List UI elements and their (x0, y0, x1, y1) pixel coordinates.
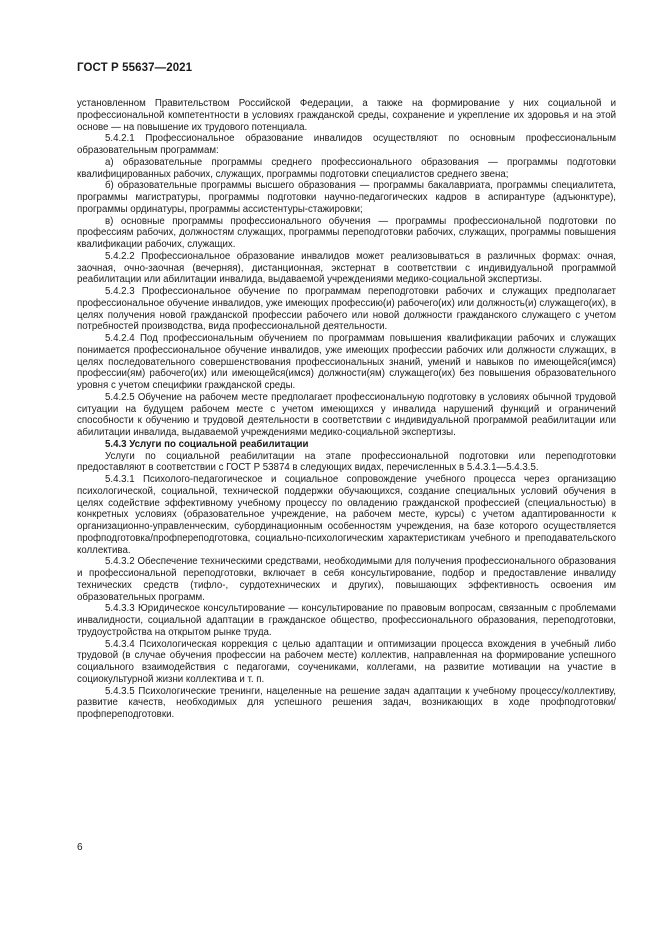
paragraph: Услуги по социальной реабилитации на этапе профессиональной подготовки или переподготовки предоставляют в соответствии с ГОСТ Р 53874 в следующих видах, перечисленных в 5.4.3.1—5.4.3.5. (77, 450, 616, 474)
list-item: в) основные программы профессионального обучения — программы профессиональной подготовки по профессиям рабочих, должностям служащих, программы переподготовки рабочих, служащих, программы повышения квалификации рабочих, служащих. (77, 215, 616, 250)
page-number: 6 (77, 842, 83, 853)
paragraph: 5.4.3.4 Психологическая коррекция с целью адаптации и оптимизации процесса вхождения в учебный либо трудовой (в случае обучения профессии на рабочем месте) коллектив, направленная на формирование успешного социального взаимодействия с педагогами, соучениками, коллегами, на развитие мотивации на участие в социокультурной жизни коллектива и т. п. (77, 638, 616, 685)
paragraph: 5.4.3.1 Психолого-педагогическое и социальное сопровождение учебного процесса через организацию психологической, социальной, технической поддержки обучающихся, создание специальных условий обучения в целях содействие эффективному учебному процессу по овладению гражданской профессией (специальностью) в конкретных условиях (образовательное учреждение, на рабочем месте, курсы) с учетом адаптированности к организационно-управленческим, субординационным особенностям учреждения, на базе которого осуществляется профподготовка/профпереподготовка, социально-психологическим характеристикам учебного и преподавательского коллектива. (77, 474, 616, 556)
section-heading: 5.4.3 Услуги по социальной реабилитации (105, 438, 309, 450)
list-item: б) образовательные программы высшего образования — программы бакалавриата, программы специалитета, программы магистратуры, программы подготовки научно-педагогических кадров в аспирантуре (адъюнктуре), программы ординатуры, программы ассистентуры-стажировки; (77, 180, 616, 215)
paragraph: установленном Правительством Российской Федерации, а также на формирование у них социальной и профессиональной компетентности в условиях гражданской среды, сохранение и укрепление их здоровья и на этой основе — на повышение их трудового потенциала. (77, 98, 616, 133)
body-text (77, 98, 616, 721)
paragraph: 5.4.3.5 Психологические тренинги, нацеленные на решение задач адаптации к учебному процессу/коллективу, развитие качеств, необходимых для успешного решения задач, возникающих в ходе профподготовки/профпереподготовки. (77, 685, 616, 720)
paragraph: 5.4.2.2 Профессиональное образование инвалидов может реализовываться в различных формах: очная, заочная, очно-заочная (вечерняя), дистанционная, экстернат в соответствии с индивидуальной программой реабилитации или абилитации инвалида, выдаваемой учреждениями медико-социальной экспертизы. (77, 250, 616, 286)
paragraph: 5.4.3.2 Обеспечение техническими средствами, необходимыми для получения профессионального образования и профессиональной переподготовки, включает в себя консультирование, подбор и предоставление инвалиду технических средств (тифло-, сурдотехнических и других), повышающих эффективность освоения им образовательных программ. (77, 556, 616, 603)
list-item: а) образовательные программы среднего профессионального образования — программы подготовки квалифицированных рабочих, служащих, программы подготовки специалистов среднего звена; (77, 156, 616, 180)
paragraph: 5.4.2.5 Обучение на рабочем месте предполагает профессиональную подготовку в условиях обычной трудовой ситуации на будущем рабочем месте с учетом имеющихся у инвалида нарушений функций и ограничений способности к обучению и трудовой деятельности в соответствии с индивидуальной программой реабилитации или абилитации инвалида, выдаваемой учреждениями медико-социальной экспертизы. (77, 391, 616, 438)
paragraph: 5.4.2.3 Профессиональное обучение по программам переподготовки рабочих и служащих предполагает профессиональное обучение инвалидов, уже имеющих профессию(и) рабочего(их) или должность(и) служащего(их), в целях получения новой гражданской профессии рабочего или новой должности гражданского служащего с учетом потребностей производства, вида профессиональной деятельности. (77, 286, 616, 333)
paragraph: 5.4.3.3 Юридическое консультирование — консультирование по правовым вопросам, связанным с проблемами инвалидности, социальной адаптации в гражданское общество, профессионального образования, переподготовки, трудоустройства на открытом рынке труда. (77, 603, 616, 638)
paragraph: 5.4.2.1 Профессиональное образование инвалидов осуществляют по основным профессиональным образовательным программам: (77, 133, 616, 156)
standard-id-header: ГОСТ Р 55637—2021 (77, 62, 193, 74)
paragraph: 5.4.2.4 Под профессиональным обучением по программам повышения квалификации рабочих и служащих понимается профессиональное обучение инвалидов, уже имеющих профессии рабочих или должности служащих, в целях последовательного совершенствования профессиональных знаний, умений и навыков по имеющейся(имся) профессии(ям) рабочего(их) или имеющейся(имся) должности(ям) служащего(их) без повышения образовательного уровня с учетом специфики гражданской среды. (77, 333, 616, 391)
